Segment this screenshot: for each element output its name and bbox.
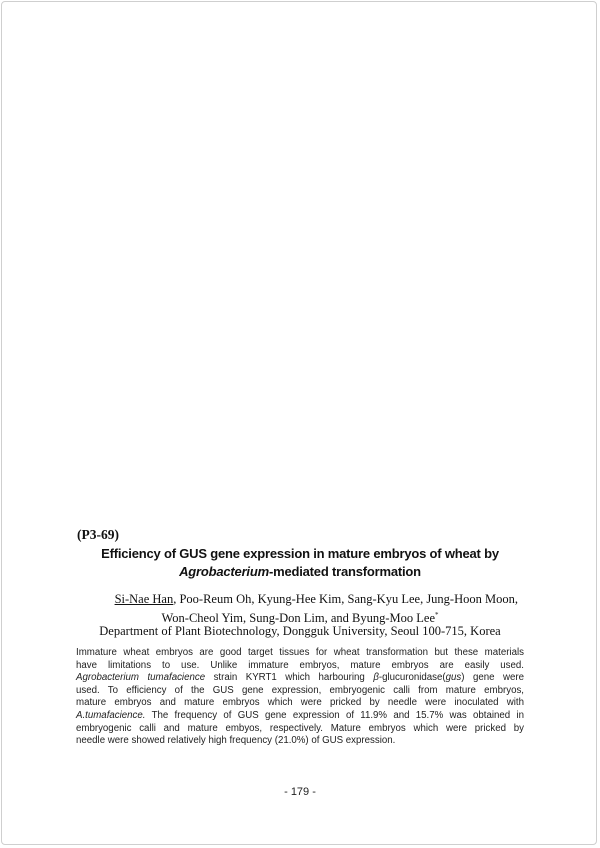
organism-abbrev: A.tumafacience. (76, 709, 146, 721)
abstract-line (76, 710, 524, 723)
first-author: Si-Nae Han (114, 592, 174, 606)
title-rest: -mediated transformation (268, 564, 421, 579)
abstract (76, 647, 524, 748)
page-number: - 179 - (284, 786, 316, 798)
abstract-text: ) gene were (461, 672, 524, 684)
corresponding-mark: * (435, 611, 439, 619)
abstract-line: Immature wheat embryos are good target tissues for wheat transformation but these materials (76, 647, 524, 658)
paper-title-line1: Efficiency of GUS gene expression in mature embryos of wheat by (101, 546, 499, 561)
organism-name: Agrobacterium tumafacience (76, 672, 206, 684)
affiliation: Department of Plant Biotechnology, Dongguk University, Seoul 100-715, Korea (99, 624, 501, 638)
abstract-line: needle were showed relatively high frequency (21.0%) of GUS expression. (76, 735, 396, 747)
authors-line2-text: Won-Cheol Yim, Sung-Don Lim, and Byung-Moo Lee (161, 611, 435, 626)
abstract-line (76, 672, 524, 685)
abstract-line: have limitations to use. Unlike immature embryos, mature embryos are easily used. (76, 659, 524, 671)
gene-name: gus (445, 672, 462, 684)
authors-line1 (98, 591, 518, 608)
abstract-text: The frequency of GUS gene expression of 11.9% and 15.7% was obtained in (145, 709, 524, 721)
paper-title-line2 (60, 564, 540, 579)
abstract-line: embryogenic calli and mature embyos, respectively. Mature embryos which were pricked by (76, 722, 524, 734)
beta-symbol: β (373, 672, 379, 684)
abstract-line: used. To efficiency of the GUS gene expression, embryogenic calli from mature embryos, (76, 684, 524, 696)
abstract-line: mature embryos and mature embryos which were pricked by needle were inoculated with (76, 697, 524, 709)
abstract-text: strain KYRT1 which harbouring (205, 672, 374, 684)
title-organism: Agrobacterium (179, 564, 269, 579)
poster-code: (P3-69) (77, 527, 119, 542)
abstract-text: -glucuronidase( (378, 672, 446, 684)
authors-line1-rest: , Poo-Reum Oh, Kyung-Hee Kim, Sang-Kyu Lee, Jung-Hoon Moon, (173, 592, 518, 606)
